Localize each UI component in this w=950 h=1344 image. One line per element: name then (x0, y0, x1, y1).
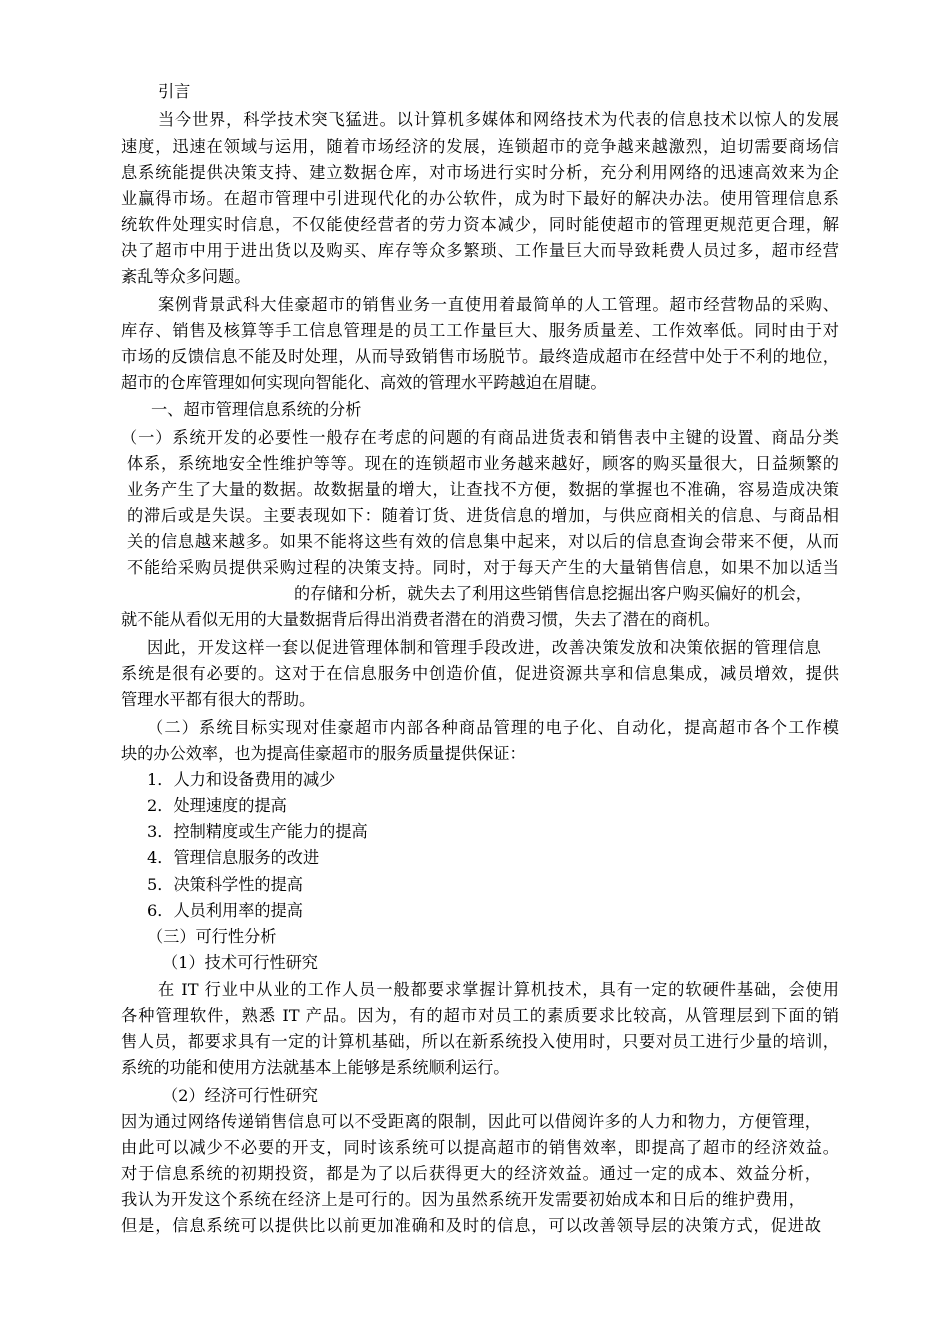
goal-list-item: 6．人员利用率的提高 (147, 901, 303, 920)
goal-list-item: 3．控制精度或生产能力的提高 (147, 822, 368, 841)
tech-line: 系统的功能和使用方法就基本上能够是系统顺利运行。 (121, 1058, 510, 1077)
necessity-line: 业务产生了大量的数据。故数据量的增大，让查找不方便，数据的掌握也不准确，容易造成决策 (127, 480, 839, 499)
therefore-line: 因此，开发这样一套以促进管理体制和管理手段改进，改善决策发放和决策依据的管理信息 (147, 638, 821, 657)
intro-line: 息系统能提供决策支持、建立数据仓库，对市场进行实时分析，充分利用网络的迅速高效来为企 (121, 163, 839, 182)
necessity-line: 就不能从看似无用的大量数据背后得出消费者潜在的消费习惯，失去了潜在的商机。 (121, 610, 720, 629)
necessity-line: 不能给采购员提供采购过程的决策支持。同时，对于每天产生的大量销售信息，如果不加以适当 (127, 558, 839, 577)
tech-line: 在 IT 行业中从业的工作人员一般都要求掌握计算机技术，具有一定的软硬件基础，会使用 (158, 980, 839, 999)
tech-line: 售人员，都要求具有一定的计算机基础，所以在新系统投入使用时，只要对员工进行少量的培训， (121, 1032, 839, 1051)
subsection-title: （1）技术可行性研究 (162, 953, 318, 972)
background-line: 库存、销售及核算等手工信息管理是的员工工作量巨大、服务质量差、工作效率低。同时由于对 (121, 321, 839, 340)
therefore-line: 系统是很有必要的。这对于在信息服务中创造价值，促进资源共享和信息集成，减员增效，提供 (121, 664, 839, 683)
econ-line: 但是，信息系统可以提供比以前更加准确和及时的信息，可以改善领导层的决策方式，促进故 (121, 1216, 821, 1235)
therefore-line: 管理水平都有很大的帮助。 (121, 690, 316, 709)
section-title: （三）可行性分析 (147, 927, 277, 946)
intro-line: 统软件处理实时信息，不仅能使经营者的劳力资本减少，同时能使超市的管理更规范更合理，解 (121, 215, 839, 234)
necessity-line: 体系，系统地安全性维护等等。现在的连锁超市业务越来越好，顾客的购买量很大，日益频繁的 (127, 454, 839, 473)
econ-line: 因为通过网络传递销售信息可以不受距离的限制，因此可以借阅许多的人力和物力，方便管理， (121, 1112, 821, 1131)
intro-line: 当今世界，科学技术突飞猛进。以计算机多媒体和网络技术为代表的信息技术以惊人的发展 (158, 110, 839, 129)
econ-line: 由此可以减少不必要的开支，同时该系统可以提高超市的销售效率，即提高了超市的经济效益。 (121, 1138, 839, 1157)
background-line: 超市的仓库管理如何实现向智能化、高效的管理水平跨越迫在眉睫。 (121, 373, 607, 392)
subsection-title: （2）经济可行性研究 (162, 1086, 318, 1105)
goal-line: 块的办公效率，也为提高佳豪超市的服务质量提供保证： (121, 744, 526, 763)
goal-list-item: 1．人力和设备费用的减少 (147, 770, 336, 789)
intro-line: 业赢得市场。在超市管理中引进现代化的办公软件，成为时下最好的解决办法。使用管理信息系 (121, 189, 839, 208)
econ-line: 对于信息系统的初期投资，都是为了以后获得更大的经济效益。通过一定的成本、效益分析， (121, 1164, 821, 1183)
goal-list-item: 5．决策科学性的提高 (147, 875, 303, 894)
section-title: 一、超市管理信息系统的分析 (151, 400, 362, 419)
intro-line: 决了超市中用于进出货以及购买、库存等众多繁琐、工作量巨大而导致耗费人员过多，超市经营 (121, 241, 839, 260)
intro-line: 紊乱等众多问题。 (121, 267, 251, 286)
necessity-line: （一）系统开发的必要性一般存在考虑的问题的有商品进货表和销售表中主键的设置、商品分类 (121, 428, 839, 447)
goal-line: （二）系统目标实现对佳豪超市内部各种商品管理的电子化、自动化，提高超市各个工作模 (147, 718, 839, 737)
tech-line: 各种管理软件，熟悉 IT 产品。因为，有的超市对员工的素质要求比较高，从管理层到下面的销 (121, 1006, 839, 1025)
necessity-line: 的滞后或是失误。主要表现如下：随着订货、进货信息的增加，与供应商相关的信息、与商品相 (127, 506, 839, 525)
econ-line: 我认为开发这个系统在经济上是可行的。因为虽然系统开发需要初始成本和日后的维护费用， (121, 1190, 805, 1209)
necessity-line: 的存储和分析，就失去了利用这些销售信息挖掘出客户购买偏好的机会， (294, 584, 812, 603)
background-line: 市场的反馈信息不能及时处理，从而导致销售市场脱节。最终造成超市在经营中处于不利的地位， (121, 347, 839, 366)
intro-line: 速度，迅速在领域与运用，随着市场经济的发展，连锁超市的竞争越来越激烈，迫切需要商场信 (121, 137, 839, 156)
goal-list-item: 4．管理信息服务的改进 (147, 848, 320, 867)
necessity-line: 关的信息越来越多。如果不能将这些有效的信息集中起来，对以后的信息查询会带来不便，从而 (127, 532, 839, 551)
goal-list-item: 2．处理速度的提高 (147, 796, 287, 815)
background-line: 案例背景武科大佳豪超市的销售业务一直使用着最简单的人工管理。超市经营物品的采购、 (158, 295, 839, 314)
intro-heading: 引言 (158, 82, 191, 101)
